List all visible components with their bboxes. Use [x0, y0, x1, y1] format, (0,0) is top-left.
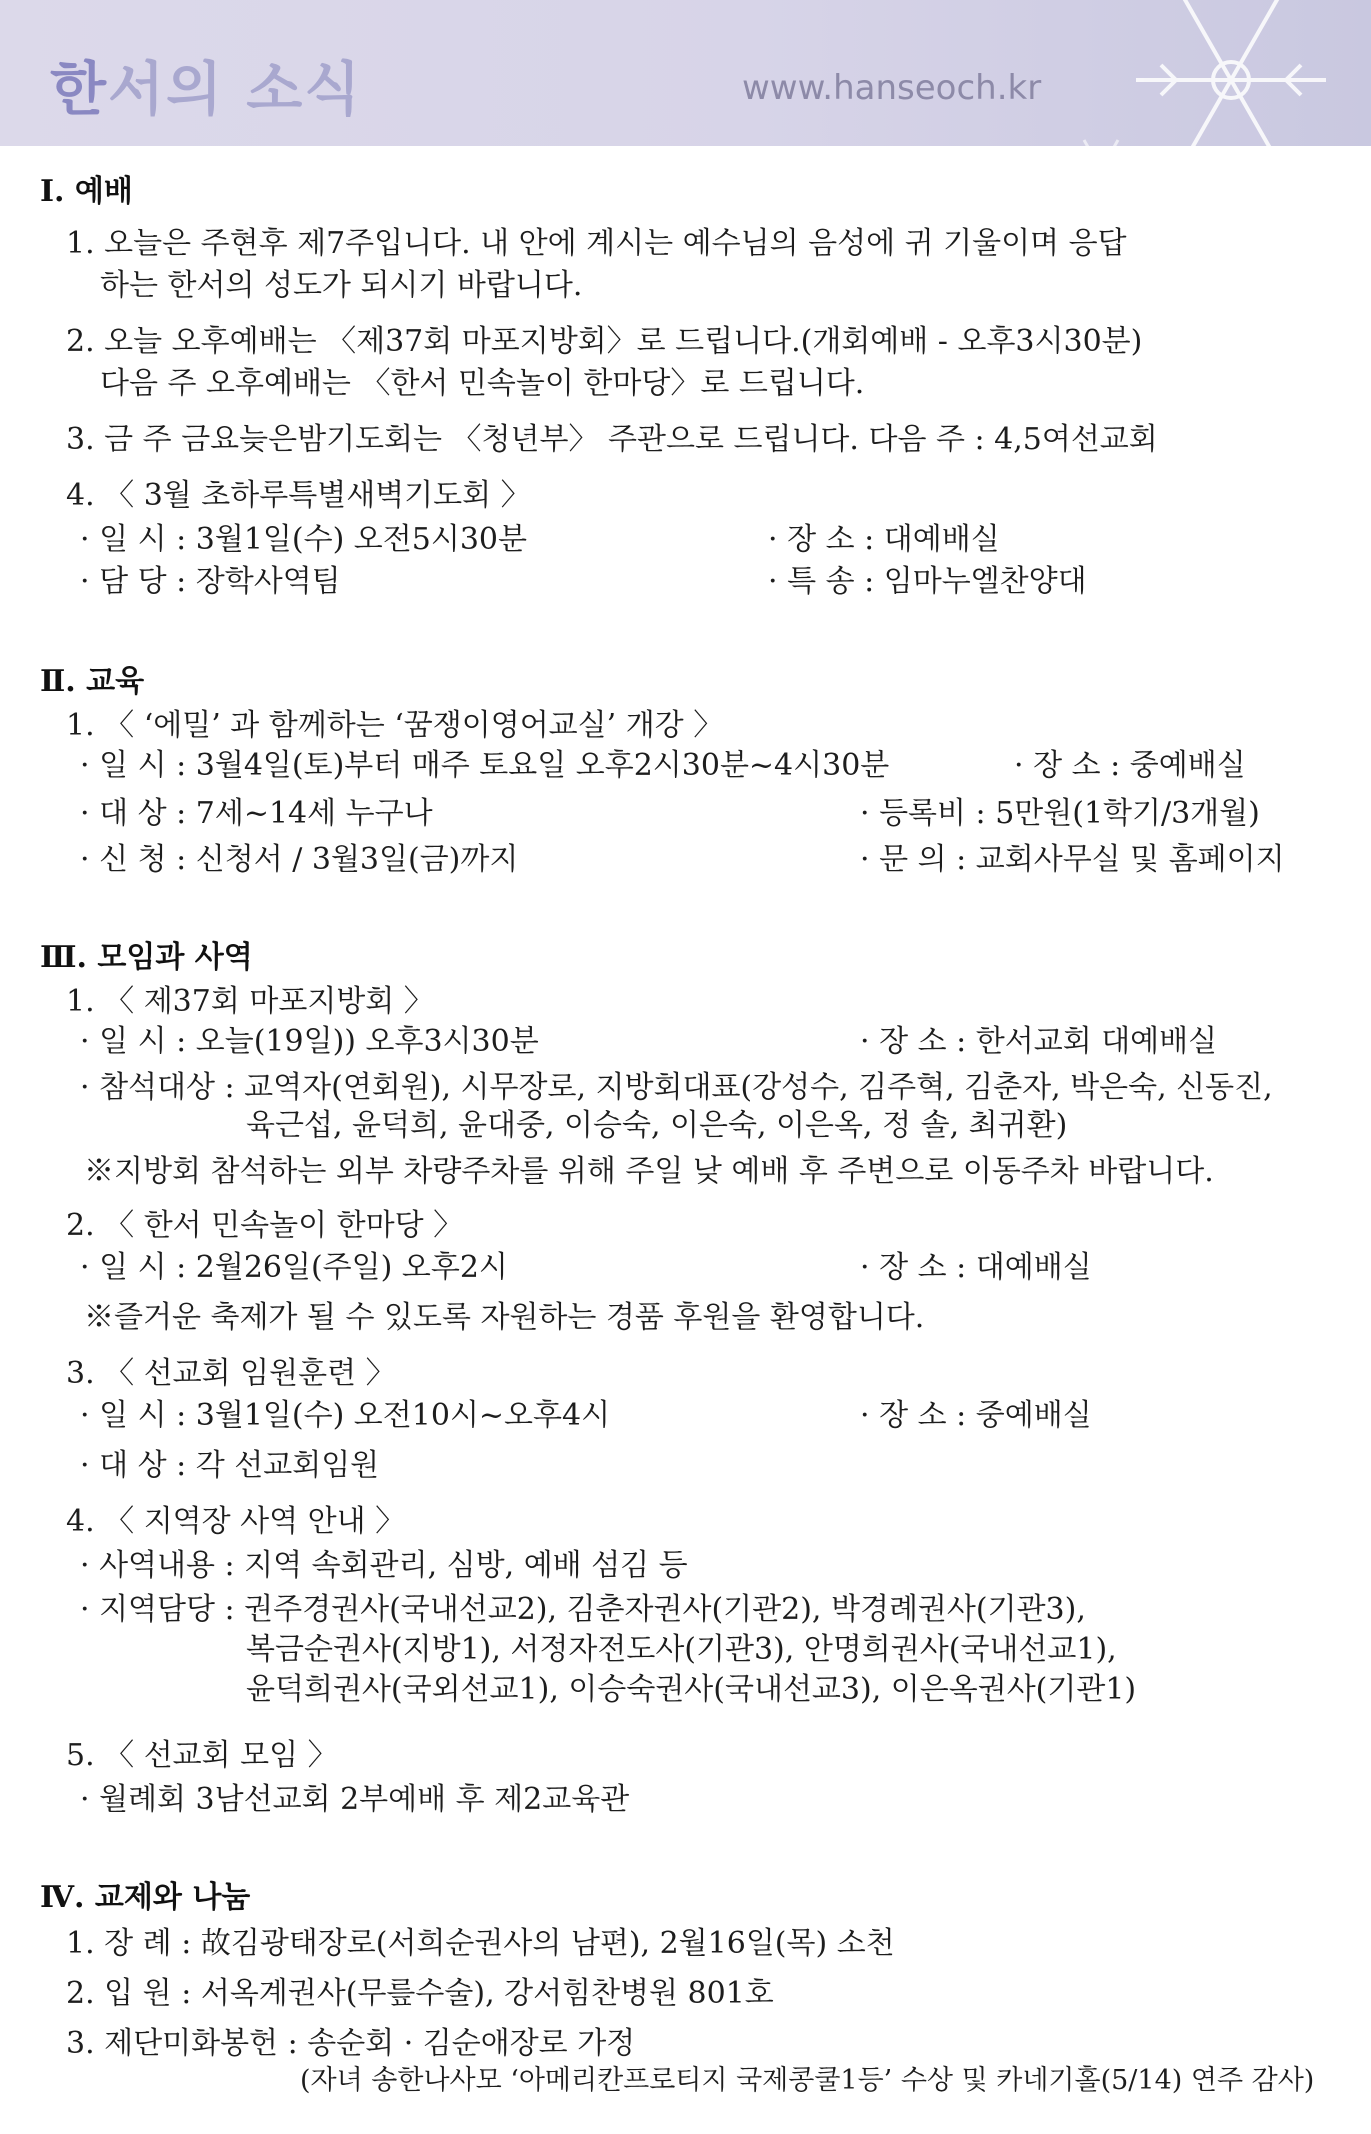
meeting-3-target: · 대 상 : 각 선교회임원 — [80, 1448, 380, 1483]
meeting-5-item: · 월례회 3남선교회 2부예배 후 제2교육관 — [80, 1782, 630, 1817]
worship-item-2-cont: 다음 주 오후예배는 〈한서 민속놀이 한마당〉로 드립니다. — [100, 366, 865, 401]
fellowship-hospital: 2. 입 원 : 서옥계권사(무릎수술), 강서힘찬병원 801호 — [66, 1976, 774, 2011]
meeting-2-date: · 일 시 : 2월26일(주일) 오후2시 — [80, 1250, 508, 1285]
section-fellowship-heading: Ⅳ. 교제와 나눔 — [40, 1880, 251, 1915]
education-place: · 장 소 : 중예배실 — [1014, 748, 1246, 783]
meeting-4-content: · 사역내용 : 지역 속회관리, 심방, 예배 섬김 등 — [80, 1548, 688, 1583]
meeting-4-area-cont-2: 윤덕희권사(국외선교1), 이승숙권사(국내선교3), 이은옥권사(기관1) — [246, 1672, 1137, 1707]
meeting-1-date: · 일 시 : 오늘(19일)) 오후3시30분 — [80, 1024, 539, 1059]
meeting-1-attendees-cont: 육근섭, 윤덕희, 윤대중, 이승숙, 이은숙, 이은옥, 정 솔, 최귀환) — [246, 1108, 1068, 1143]
education-apply: · 신 청 : 신청서 / 3월3일(금)까지 — [80, 842, 519, 877]
education-target: · 대 상 : 7세~14세 누구나 — [80, 796, 433, 831]
worship-item-4-staff: · 담 당 : 장학사역팀 — [80, 564, 341, 599]
worship-item-4-date: · 일 시 : 3월1일(수) 오전5시30분 — [80, 522, 527, 557]
section-worship-heading: Ⅰ. 예배 — [40, 174, 133, 209]
section-education-heading: Ⅱ. 교육 — [40, 664, 145, 699]
meeting-4: 4. 〈 지역장 사역 안내 〉 — [66, 1504, 406, 1539]
worship-item-4: 4. 〈 3월 초하루특별새벽기도회 〉 — [66, 478, 531, 513]
education-date: · 일 시 : 3월4일(토)부터 매주 토요일 오후2시30분~4시30분 — [80, 748, 890, 783]
meeting-4-area-cont-1: 복금순권사(지방1), 서정자전도사(기관3), 안명희권사(국내선교1), — [246, 1632, 1117, 1667]
worship-item-4-place: · 장 소 : 대예배실 — [768, 522, 1000, 557]
meeting-1-place: · 장 소 : 한서교회 대예배실 — [860, 1024, 1218, 1059]
worship-item-2: 2. 오늘 오후예배는 〈제37회 마포지방회〉로 드립니다.(개회예배 - 오후3시30분) — [66, 324, 1143, 359]
meeting-1-note: ※지방회 참석하는 외부 차량주차를 위해 주일 낮 예배 후 주변으로 이동주차 바랍니다. — [84, 1154, 1214, 1189]
worship-item-1: 1. 오늘은 주현후 제7주입니다. 내 안에 계시는 예수님의 음성에 귀 기울이며 응답 — [66, 226, 1127, 261]
section-meetings-heading: Ⅲ. 모임과 사역 — [40, 940, 253, 975]
fellowship-altar-note: (자녀 송한나사모 ‘아메리칸프로티지 국제콩쿨1등’ 수상 및 카네기홀(5/14) 연주 감사) — [300, 2065, 1315, 2096]
meeting-1: 1. 〈 제37회 마포지방회 〉 — [66, 984, 434, 1019]
meeting-3-date: · 일 시 : 3월1일(수) 오전10시~오후4시 — [80, 1398, 611, 1433]
fellowship-altar-flowers: 3. 제단미화봉헌 : 송순회 · 김순애장로 가정 — [66, 2026, 636, 2061]
snowflake-icon — [1061, 0, 1361, 146]
worship-item-1-cont: 하는 한서의 성도가 되시기 바랍니다. — [100, 268, 583, 303]
meeting-5: 5. 〈 선교회 모임 〉 — [66, 1738, 338, 1773]
worship-item-4-song: · 특 송 : 임마누엘찬양대 — [768, 564, 1087, 599]
meeting-2-note: ※즐거운 축제가 될 수 있도록 자원하는 경품 후원을 환영합니다. — [84, 1300, 925, 1335]
newsletter-title: 한서의 소식 — [50, 55, 363, 123]
education-inquiry: · 문 의 : 교회사무실 및 홈페이지 — [860, 842, 1285, 877]
meeting-4-area: · 지역담당 : 권주경권사(국내선교2), 김춘자권사(기관2), 박경례권사(기관3), — [80, 1592, 1086, 1627]
meeting-3: 3. 〈 선교회 임원훈련 〉 — [66, 1356, 396, 1391]
meeting-1-attendees: · 참석대상 : 교역자(연회원), 시무장로, 지방회대표(강성수, 김주혁, 김춘자, 박은숙, 신동진, — [80, 1070, 1273, 1105]
website-url: www.hanseoch.kr — [742, 68, 1042, 108]
fellowship-funeral: 1. 장 례 : 故김광태장로(서희순권사의 남편), 2월16일(목) 소천 — [66, 1926, 895, 1961]
education-fee: · 등록비 : 5만원(1학기/3개월) — [860, 796, 1260, 831]
meeting-2-place: · 장 소 : 대예배실 — [860, 1250, 1092, 1285]
worship-item-3: 3. 금 주 금요늦은밤기도회는 〈청년부〉 주관으로 드립니다. 다음 주 : 4,5여선교회 — [66, 422, 1158, 457]
page-header — [0, 0, 1371, 146]
education-item-1: 1. 〈 ‘에밀’ 과 함께하는 ‘꿈쟁이영어교실’ 개강 〉 — [66, 708, 724, 743]
meeting-3-place: · 장 소 : 중예배실 — [860, 1398, 1092, 1433]
meeting-2: 2. 〈 한서 민속놀이 한마당 〉 — [66, 1208, 464, 1243]
